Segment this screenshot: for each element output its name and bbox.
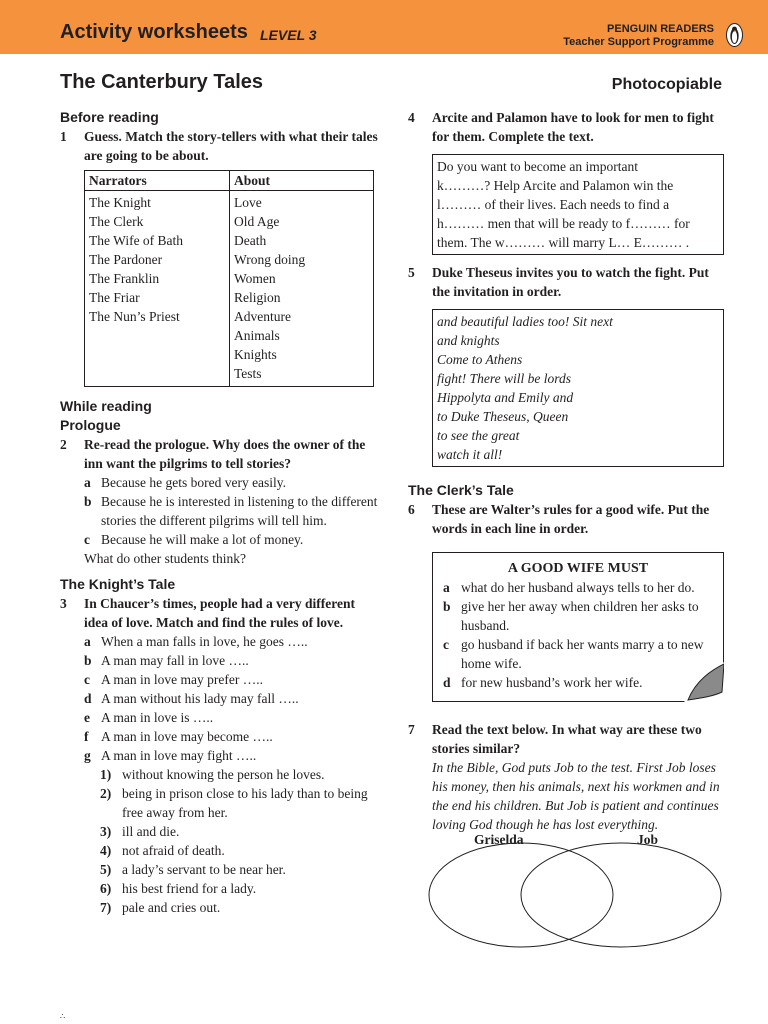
question-text: In Chaucer’s times, people had a very different idea of love. Match and find the rules of love.	[84, 596, 355, 630]
option-letter: 6)	[100, 881, 112, 896]
about-item: Adventure	[234, 309, 291, 324]
option-letter: b	[443, 599, 451, 614]
question-6	[408, 500, 724, 538]
right-column	[408, 108, 724, 834]
option-text: Because he will make a lot of money.	[101, 532, 304, 547]
rule-row	[433, 673, 723, 692]
option-text: A man in love may become …..	[101, 729, 273, 744]
question-2-options	[60, 473, 380, 549]
invitation-line: fight! There will be lords	[437, 371, 571, 386]
question-2	[60, 435, 380, 473]
narrator-item: The Nun’s Priest	[89, 309, 180, 324]
section-clerks-tale: The Clerk’s Tale	[408, 482, 514, 498]
option-text: A man in love is …..	[101, 710, 214, 725]
option-row	[60, 492, 380, 530]
about-item: Women	[234, 271, 276, 286]
column-header-about: About	[230, 171, 374, 191]
worksheet-title: Activity worksheets	[60, 21, 248, 43]
venn-label-griselda: Griselda	[474, 832, 524, 847]
penguin-logo-icon	[726, 23, 743, 47]
option-row	[60, 473, 380, 492]
narrator-item: The Clerk	[89, 214, 144, 229]
option-letter: e	[84, 710, 90, 725]
good-wife-box	[432, 552, 724, 702]
option-letter: g	[84, 748, 91, 763]
narrators-table	[84, 170, 374, 387]
brand-line-1: PENGUIN READERS	[607, 23, 714, 35]
page-curl-icon	[684, 662, 724, 702]
question-5	[408, 263, 724, 301]
option-letter: 7)	[100, 900, 112, 915]
option-text: A man in love may fight …..	[101, 748, 257, 763]
brand-block	[474, 23, 714, 49]
cloze-line: l……… of their lives. Each needs to find a	[437, 197, 670, 212]
option-text: without knowing the person he loves.	[122, 767, 325, 782]
bible-passage: In the Bible, God puts Job to the test. First Job loses his money, then his animals, next his workmen and in the end his children. But Job is patient and continues loving God though he has lost everything.	[432, 760, 720, 832]
question-3	[60, 594, 380, 632]
option-text: A man may fall in love …..	[101, 653, 249, 668]
header-bar	[0, 0, 768, 54]
rule-row	[433, 597, 723, 635]
column-header-narrators: Narrators	[85, 171, 230, 191]
question-number: 3	[60, 596, 67, 611]
question-4	[408, 108, 724, 146]
question-number: 2	[60, 437, 67, 452]
section-while-reading: While reading	[60, 398, 152, 414]
section-knights-tale: The Knight’s Tale	[60, 576, 176, 592]
option-letter: d	[443, 675, 451, 690]
option-text: give her her away when children her asks to husband.	[461, 599, 699, 633]
question-number: 1	[60, 129, 67, 144]
about-item: Love	[234, 195, 262, 210]
option-text: go husband if back her wants marry a to new home wife.	[461, 637, 704, 671]
rule-row	[433, 635, 723, 673]
option-text: When a man falls in love, he goes …..	[101, 634, 308, 649]
option-letter: d	[84, 691, 92, 706]
answer-row	[60, 879, 380, 898]
invitation-box	[432, 309, 724, 467]
invitation-line: and beautiful ladies too! Sit next	[437, 314, 613, 329]
option-row	[60, 689, 380, 708]
option-text: a lady’s servant to be near her.	[122, 862, 286, 877]
brand-line-2: Teacher Support Programme	[563, 36, 714, 48]
narrator-item: The Wife of Bath	[89, 233, 184, 248]
answer-row	[60, 822, 380, 841]
option-row	[60, 530, 380, 549]
option-letter: f	[84, 729, 89, 744]
narrator-item: The Franklin	[89, 271, 160, 286]
option-text: not afraid of death.	[122, 843, 225, 858]
option-row	[60, 746, 380, 765]
option-letter: b	[84, 494, 92, 509]
question-3-options	[60, 632, 380, 765]
venn-label-job: Job	[637, 832, 659, 847]
cloze-text-box	[432, 154, 724, 255]
about-list	[230, 191, 374, 387]
option-letter: c	[84, 532, 90, 547]
about-item: Wrong doing	[234, 252, 306, 267]
about-item: Knights	[234, 347, 277, 362]
venn-circle-job	[521, 843, 721, 947]
narrator-item: The Knight	[89, 195, 151, 210]
level-label: LEVEL 3	[260, 27, 317, 43]
question-number: 6	[408, 502, 415, 517]
question-text: Duke Theseus invites you to watch the fight. Put the invitation in order.	[432, 265, 709, 299]
invitation-line: watch it all!	[437, 447, 503, 462]
footer-mark: ∴	[60, 1012, 66, 1021]
option-letter: 2)	[100, 786, 112, 801]
invitation-line: Come to Athens	[437, 352, 523, 367]
left-column	[60, 108, 380, 917]
option-text: what do her husband always tells to her do.	[461, 580, 695, 595]
question-2-followup: What do other students think?	[84, 551, 246, 566]
answer-row	[60, 898, 380, 917]
page-title: The Canterbury Tales	[60, 71, 264, 93]
answer-row	[60, 841, 380, 860]
option-text: being in prison close to his lady than to being free away from her.	[122, 786, 368, 820]
invitation-line: to see the great	[437, 428, 520, 443]
photocopiable-label: Photocopiable	[611, 76, 722, 93]
question-text: These are Walter’s rules for a good wife. Put the words in each line in order.	[432, 502, 710, 536]
option-row	[60, 632, 380, 651]
option-text: pale and cries out.	[122, 900, 221, 915]
question-3-answers	[60, 765, 380, 917]
about-item: Death	[234, 233, 267, 248]
option-letter: c	[84, 672, 90, 687]
question-text: Read the text below. In what way are these two stories similar?	[432, 722, 702, 756]
good-wife-title: A GOOD WIFE MUST	[507, 561, 649, 576]
option-letter: c	[443, 637, 449, 652]
invitation-line: to Duke Theseus, Queen	[437, 409, 569, 424]
about-item: Animals	[234, 328, 280, 343]
answer-row	[60, 860, 380, 879]
about-item: Religion	[234, 290, 281, 305]
answer-row	[60, 765, 380, 784]
option-row	[60, 670, 380, 689]
question-text: Guess. Match the story-tellers with what their tales are going to be about.	[84, 129, 378, 163]
narrator-item: The Friar	[89, 290, 140, 305]
option-text: ill and die.	[122, 824, 180, 839]
option-text: A man without his lady may fall …..	[101, 691, 299, 706]
cloze-line: k………? Help Arcite and Palamon win the	[437, 178, 674, 193]
option-letter: a	[84, 475, 91, 490]
option-row	[60, 708, 380, 727]
invitation-line: Hippolyta and Emily and	[437, 390, 574, 405]
option-text: Because he is interested in listening to the different stories the different pilgrims will tell him.	[101, 494, 378, 528]
option-letter: a	[443, 580, 450, 595]
question-7	[408, 720, 724, 758]
cloze-line: them. The w……… will marry L… E……… .	[437, 235, 690, 250]
question-number: 7	[408, 722, 415, 737]
question-number: 4	[408, 110, 415, 125]
section-prologue: Prologue	[60, 417, 121, 433]
option-text: A man in love may prefer …..	[101, 672, 263, 687]
option-text: Because he gets bored very easily.	[101, 475, 287, 490]
option-letter: 5)	[100, 862, 112, 877]
about-item: Tests	[234, 366, 262, 381]
cloze-line: Do you want to become an important	[437, 159, 638, 174]
option-letter: b	[84, 653, 92, 668]
cloze-line: h……… men that will be ready to f……… for	[437, 216, 690, 231]
venn-diagram	[426, 840, 726, 952]
invitation-line: and knights	[437, 333, 500, 348]
narrator-item: The Pardoner	[89, 252, 163, 267]
option-letter: 1)	[100, 767, 112, 782]
rule-row	[433, 578, 723, 597]
option-row	[60, 651, 380, 670]
narrators-list	[85, 191, 230, 387]
option-letter: a	[84, 634, 91, 649]
question-number: 5	[408, 265, 415, 280]
good-wife-items	[433, 578, 723, 692]
option-letter: 3)	[100, 824, 112, 839]
question-text: Arcite and Palamon have to look for men to fight for them. Complete the text.	[432, 110, 714, 144]
option-text: his best friend for a lady.	[122, 881, 257, 896]
option-letter: 4)	[100, 843, 112, 858]
option-text: for new husband’s work her wife.	[461, 675, 643, 690]
option-row	[60, 727, 380, 746]
section-before-reading: Before reading	[60, 109, 159, 125]
question-1	[60, 127, 380, 165]
about-item: Old Age	[234, 214, 280, 229]
question-text: Re-read the prologue. Why does the owner of the inn want the pilgrims to tell stories?	[84, 437, 366, 471]
answer-row	[60, 784, 380, 822]
